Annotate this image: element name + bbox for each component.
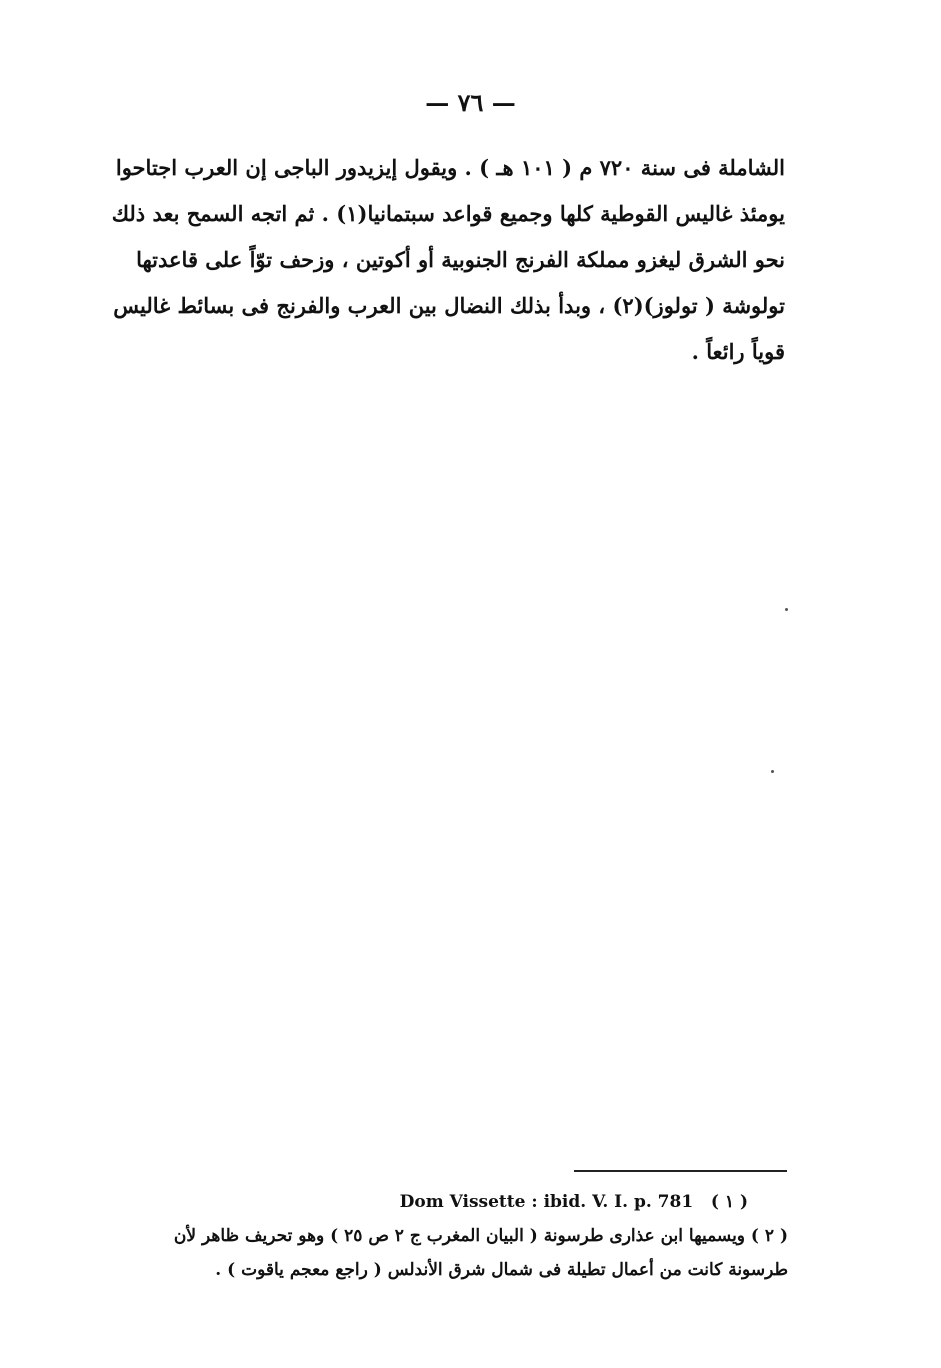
footnote-1-marker: ( ١ ) — [710, 1192, 748, 1212]
footnote-1 — [98, 1185, 788, 1219]
body-text — [100, 145, 785, 375]
body-line: الشاملة فى سنة ٧٢٠ م ( ١٠١ هـ ) . ويقول إيزيدور الباجى إن العرب اجتاحوا — [115, 155, 785, 180]
scan-speck — [785, 608, 788, 611]
body-line: نحو الشرق ليغزو مملكة الفرنج الجنوبية أو أكوتين ، وزحف توّاً على قاعدتها — [136, 247, 785, 272]
body-line: تولوشة ( تولوز)(٢) ، وبدأ بذلك النضال بين العرب والفرنج فى بسائط غاليس — [113, 293, 785, 318]
body-line: قوياً رائعاً . — [691, 339, 785, 364]
body-line: يومئذ غاليس القوطية كلها وجميع قواعد سبتمانيا(١) . ثم اتجه السمح بعد ذلك — [111, 201, 785, 226]
footnote-2-line-1: ( ٢ ) ويسميها ابن عذارى طرسونة ( البيان المغرب ج ٢ ص ٢٥ ) وهو تحريف ظاهر لأن — [173, 1226, 788, 1246]
footnote-rule — [574, 1170, 787, 1172]
footnotes — [98, 1185, 788, 1287]
scan-speck — [771, 770, 774, 773]
page-number: — ٧٦ — — [425, 88, 516, 117]
footnote-2-line-2: طرسونة كانت من أعمال تطيلة فى شمال شرق الأندلس ( راجع معجم ياقوت ) . — [215, 1260, 788, 1280]
footnote-1-text: Dom Vissette : ibid. V. I. p. 781 — [399, 1192, 694, 1212]
